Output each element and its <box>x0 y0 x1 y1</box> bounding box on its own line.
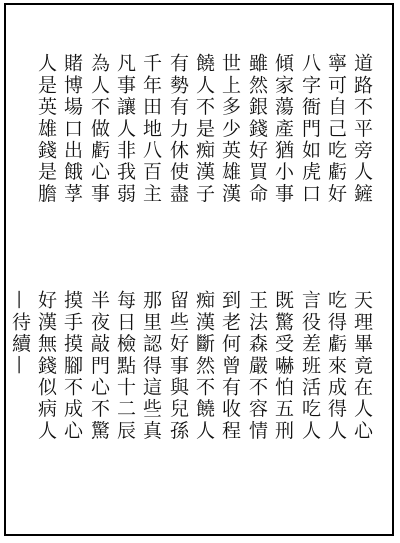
bottom-column-12: 摸手摸腳不成心 <box>61 290 83 442</box>
bottom-column-13: 好漢無錢似病人 <box>35 290 57 442</box>
top-column-3: 八字衙門如虎口 <box>299 53 321 205</box>
bottom-column-9: 那里認得這些真 <box>140 290 162 442</box>
top-column-4: 傾家蕩產猶小事 <box>272 53 294 205</box>
bottom-column-6: 到老何曾有收程 <box>219 290 241 442</box>
top-column-8: 有勢有力休使盡 <box>167 53 189 205</box>
top-column-11: 為人不做虧心事 <box>88 53 110 205</box>
bottom-column-7: 痴漢斷然不饒人 <box>193 290 215 442</box>
top-column-9: 千年田地八百主 <box>140 53 162 205</box>
bottom-column-10: 每日檢點十二辰 <box>114 290 136 442</box>
top-column-5: 雖然銀錢好買命 <box>246 53 268 205</box>
top-column-7: 饒人不是痴漢子 <box>193 53 215 205</box>
top-column-6: 世上多少英雄漢 <box>219 53 241 205</box>
top-column-1: 道路不平旁人鏟 <box>351 53 373 205</box>
top-column-13: 人是英雄錢是膽 <box>35 53 57 205</box>
top-column-10: 凡事讓人非我弱 <box>114 53 136 205</box>
bottom-column-11: 半夜敲門心不驚 <box>88 290 110 442</box>
top-column-2: 寧可自己吃虧好 <box>325 53 347 205</box>
bottom-column-1: 天理畢竟在人心 <box>351 290 373 442</box>
to-be-continued-mark: —待續— <box>9 290 31 377</box>
document-page <box>4 3 394 536</box>
bottom-column-8: 留些好事與兒孫 <box>167 290 189 442</box>
bottom-column-3: 言役差班活吃人 <box>299 290 321 442</box>
bottom-column-4: 既驚受嚇怕五刑 <box>272 290 294 442</box>
top-column-12: 賭博場口出餓莩 <box>61 53 83 205</box>
bottom-column-5: 王法森嚴不容情 <box>246 290 268 442</box>
bottom-column-2: 吃得虧來成得人 <box>325 290 347 442</box>
